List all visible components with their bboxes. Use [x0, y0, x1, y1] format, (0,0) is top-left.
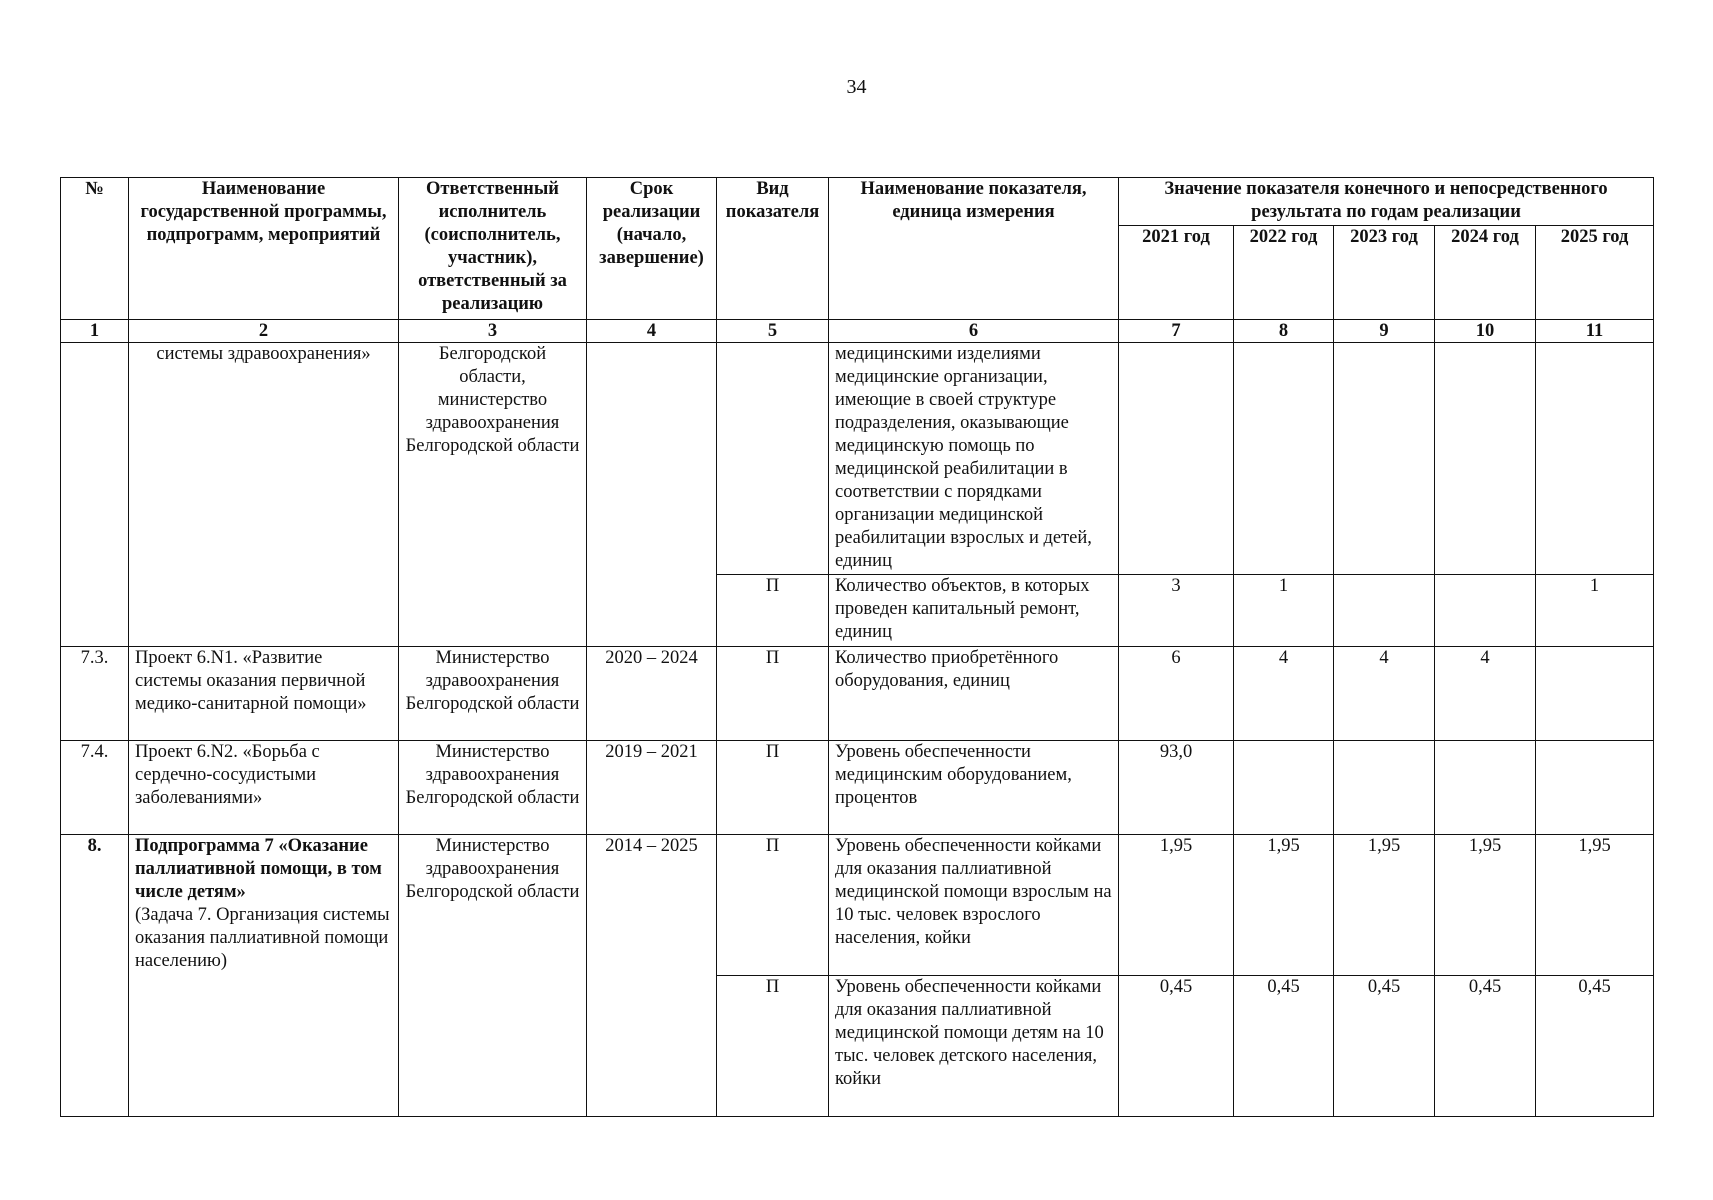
row-value: 1,95: [1334, 835, 1435, 976]
header-type: Вид показателя: [717, 178, 829, 320]
header-year: 2024 год: [1435, 226, 1536, 320]
header-year: 2023 год: [1334, 226, 1435, 320]
row-value: [1334, 343, 1435, 575]
row-indicator-name: Уровень обеспеченности койками для оказания паллиативной медицинской помощи детям на 10 тыс. человек детского населения, койки: [829, 976, 1119, 1117]
row-program-title: Подпрограмма 7 «Оказание паллиативной помощи, в том числе детям»: [135, 836, 382, 902]
row-program: Проект 6.N1. «Развитие системы оказания первичной медико-санитарной помощи»: [129, 647, 399, 741]
row-value: [1435, 741, 1536, 835]
indicators-table: [60, 177, 1654, 1117]
row-value: 6: [1119, 647, 1234, 741]
header-indicator: Наименование показателя, единица измерения: [829, 178, 1119, 320]
row-program: Проект 6.N2. «Борьба с сердечно-сосудистыми заболеваниями»: [129, 741, 399, 835]
row-value: 0,45: [1234, 976, 1334, 1117]
page-number: 34: [846, 76, 867, 98]
row-period: [587, 343, 717, 647]
row-period: 2014 – 2025: [587, 835, 717, 1117]
row-indicator-type: П: [717, 976, 829, 1117]
row-value: 4: [1334, 647, 1435, 741]
column-number: 9: [1334, 320, 1435, 343]
row-num: 8.: [61, 835, 129, 1117]
row-value: [1234, 343, 1334, 575]
row-executor: Белгородской области, министерство здравоохранения Белгородской области: [399, 343, 587, 647]
row-indicator-name: Уровень обеспеченности медицинским оборудованием, процентов: [829, 741, 1119, 835]
column-number: 5: [717, 320, 829, 343]
row-value: [1334, 741, 1435, 835]
row-executor: Министерство здравоохранения Белгородской области: [399, 647, 587, 741]
row-value: 3: [1119, 575, 1234, 647]
column-number: 8: [1234, 320, 1334, 343]
row-indicator-name: медицинскими изделиями медицинские организации, имеющие в своей структуре подразделения, оказывающие медицинскую помощь по медицинской реабилитации в соответствии с порядками организации медицинской реабилитации взрослых и детей, единиц: [829, 343, 1119, 575]
column-numbers-row: [61, 320, 1654, 343]
header-row: [61, 178, 1654, 226]
row-program: [129, 835, 399, 1117]
row-value: [1435, 575, 1536, 647]
row-value: 1: [1536, 575, 1654, 647]
row-indicator-name: Количество объектов, в которых проведен капитальный ремонт, единиц: [829, 575, 1119, 647]
header-program: Наименование государственной программы, подпрограмм, мероприятий: [129, 178, 399, 320]
row-indicator-type: П: [717, 741, 829, 835]
header-year: 2021 год: [1119, 226, 1234, 320]
row-num: 7.3.: [61, 647, 129, 741]
row-value: [1536, 343, 1654, 575]
header-executor: Ответственный исполнитель (соисполнитель, участник), ответственный за реализацию: [399, 178, 587, 320]
row-value: [1536, 647, 1654, 741]
row-value: [1119, 343, 1234, 575]
row-value: 1,95: [1234, 835, 1334, 976]
table-row: [61, 835, 1654, 976]
row-indicator-name: Уровень обеспеченности койками для оказания паллиативной медицинской помощи взрослым на 10 тыс. человек взрослого населения, койки: [829, 835, 1119, 976]
row-value: 1,95: [1119, 835, 1234, 976]
column-number: 2: [129, 320, 399, 343]
row-num: 7.4.: [61, 741, 129, 835]
row-indicator-type: П: [717, 575, 829, 647]
row-indicator-type: [717, 343, 829, 575]
row-indicator-type: П: [717, 647, 829, 741]
row-value: 4: [1234, 647, 1334, 741]
row-value: [1435, 343, 1536, 575]
row-value: [1234, 741, 1334, 835]
header-values-group: Значение показателя конечного и непосредственного результата по годам реализации: [1119, 178, 1654, 226]
row-num: [61, 343, 129, 647]
row-value: 1: [1234, 575, 1334, 647]
row-value: [1536, 741, 1654, 835]
header-year: 2022 год: [1234, 226, 1334, 320]
row-period: 2019 – 2021: [587, 741, 717, 835]
row-value: 0,45: [1536, 976, 1654, 1117]
row-program: системы здравоохранения»: [129, 343, 399, 647]
column-number: 3: [399, 320, 587, 343]
column-number: 7: [1119, 320, 1234, 343]
row-executor: Министерство здравоохранения Белгородской области: [399, 741, 587, 835]
column-number: 6: [829, 320, 1119, 343]
row-value: 0,45: [1435, 976, 1536, 1117]
row-value: 0,45: [1119, 976, 1234, 1117]
row-indicator-name: Количество приобретённого оборудования, единиц: [829, 647, 1119, 741]
row-indicator-type: П: [717, 835, 829, 976]
column-number: 11: [1536, 320, 1654, 343]
row-value: 1,95: [1435, 835, 1536, 976]
row-period: 2020 – 2024: [587, 647, 717, 741]
table-row: [61, 343, 1654, 575]
table-row: [61, 647, 1654, 741]
row-value: 4: [1435, 647, 1536, 741]
row-value: 93,0: [1119, 741, 1234, 835]
row-value: 1,95: [1536, 835, 1654, 976]
header-year: 2025 год: [1536, 226, 1654, 320]
column-number: 10: [1435, 320, 1536, 343]
column-number: 1: [61, 320, 129, 343]
table-row: [61, 741, 1654, 835]
row-value: 0,45: [1334, 976, 1435, 1117]
column-number: 4: [587, 320, 717, 343]
row-executor: Министерство здравоохранения Белгородской области: [399, 835, 587, 1117]
header-num: №: [61, 178, 129, 320]
row-value: [1334, 575, 1435, 647]
row-program-task: (Задача 7. Организация системы оказания паллиативной помощи населению): [135, 905, 390, 971]
header-period: Срок реализации (начало, завершение): [587, 178, 717, 320]
